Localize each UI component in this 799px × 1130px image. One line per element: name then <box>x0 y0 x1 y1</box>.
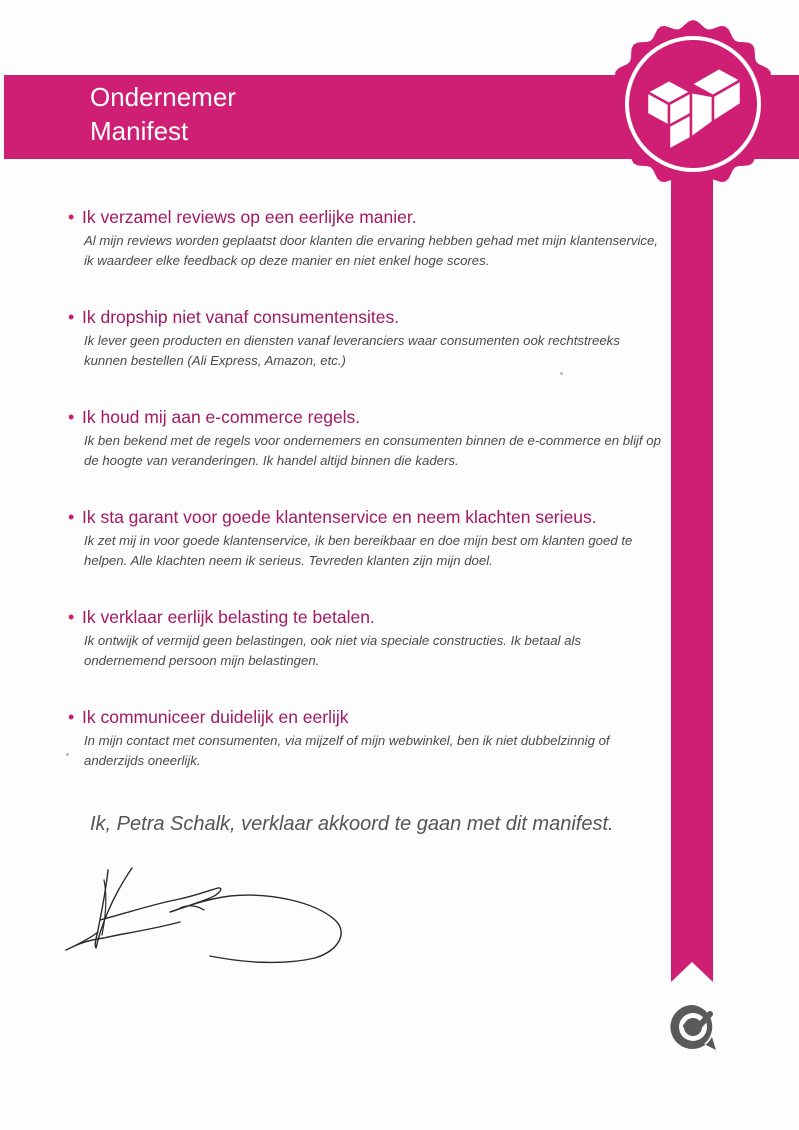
heart-box-seal-icon <box>607 18 779 190</box>
page-title-line1: Ondernemer <box>90 82 236 112</box>
ribbon <box>671 150 713 982</box>
bullet-icon: • <box>68 707 75 727</box>
item-title: Ik verklaar eerlijk belasting te betalen. <box>82 607 375 627</box>
agreement-statement: Ik, Petra Schalk, verklaar akkoord te gaan met dit manifest. <box>90 813 614 835</box>
page-title <box>90 80 236 148</box>
bullet-icon: • <box>68 307 75 327</box>
item-title: Ik dropship niet vanaf consumentensites. <box>82 307 400 327</box>
item-description: Ik ben bekend met de regels voor ondernemers en consumenten binnen de e-commerce en blijf op de hoogte van veranderingen. Ik handel altijd binnen die kaders. <box>84 433 661 468</box>
bullet-icon: • <box>68 207 75 227</box>
item-description: Ik zet mij in voor goede klantenservice, ik ben bereikbaar en doe mijn best om klanten goed te helpen. Alle klachten neem ik serieus. Tevreden klanten zijn mijn doel. <box>84 533 633 568</box>
item-title: Ik houd mij aan e-commerce regels. <box>82 407 361 427</box>
item-title: Ik communiceer duidelijk en eerlijk <box>82 707 349 727</box>
bullet-icon: • <box>68 507 75 527</box>
signature <box>60 860 360 970</box>
item-description: Ik ontwijk of vermijd geen belastingen, ook niet via speciale constructies. Ik betaal als ondernemend persoon mijn belastingen. <box>84 633 581 668</box>
scan-speck <box>66 753 69 756</box>
check-speech-bubble-icon <box>666 1000 720 1054</box>
page-title-line2: Manifest <box>90 116 189 146</box>
item-title: Ik sta garant voor goede klantenservice en neem klachten serieus. <box>82 507 597 527</box>
item-description: Ik lever geen producten en diensten vanaf leveranciers waar consumenten ook rechtstreeks kunnen bestellen (Ali Express, Amazon, etc.) <box>84 333 620 368</box>
item-description: Al mijn reviews worden geplaatst door klanten die ervaring hebben gehad met mijn klantenservice, ik waardeer elke feedback op deze manier en niet enkel hoge scores. <box>84 233 658 268</box>
scan-speck <box>560 372 563 375</box>
item-description: In mijn contact met consumenten, via mijzelf of mijn webwinkel, ben ik niet dubbelzinnig of anderzijds oneerlijk. <box>84 733 610 768</box>
bullet-icon: • <box>68 607 75 627</box>
item-title: Ik verzamel reviews op een eerlijke manier. <box>82 207 417 227</box>
bullet-icon: • <box>68 407 75 427</box>
